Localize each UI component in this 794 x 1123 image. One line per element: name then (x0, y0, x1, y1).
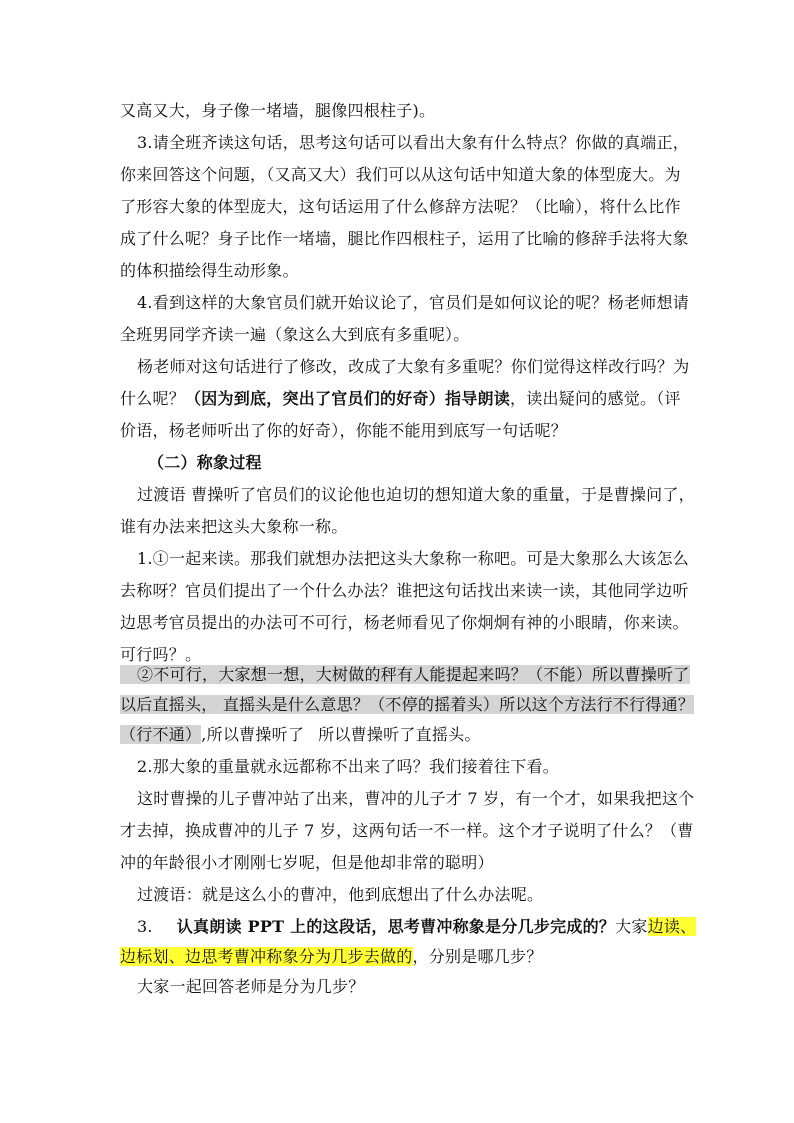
paragraph-line: 成了什么呢？身子比作一堵墙，腿比作四根柱子，运用了比喻的修辞手法将大象 (120, 229, 689, 248)
section-heading: （二）称象过程 (148, 453, 262, 472)
highlighted-text: 边读、 (647, 917, 697, 936)
paragraph-line: 价语，杨老师听出了你的好奇），你能不能用到底写一句话呢？ (120, 421, 568, 440)
paragraph-line: 去称呀？官员们提出了一个什么办法？谁把这句话找出来读一读，其他同学边听 (120, 581, 689, 600)
paragraph-line (120, 690, 700, 720)
paragraph-line: 1.①一起来读。那我们就想办法把这头大象称一称吧。可是大象那么大该怎么 (137, 549, 690, 568)
paragraph-line: 3.请全班齐读这句话，思考这句话可以看出大象有什么特点？你做的真端正， (137, 133, 690, 152)
list-number: 3. (137, 917, 153, 936)
paragraph-line: 你来回答这个问题，（又高又大）我们可以从这句话中知道大象的体型庞大。为 (120, 165, 681, 184)
paragraph-line: 才去掉，换成曹冲的儿子 7 岁，这两句话一不一样。这个才子说明了什么？（曹 (120, 821, 694, 840)
paragraph-line: 又高又大，身子像一堵墙，腿像四根柱子)。 (120, 101, 436, 120)
bold-text: （因为到底，突出了官员们的好奇）指导朗读 (185, 389, 511, 408)
paragraph-line: 2.那大象的重量就永远都称不出来了吗？我们接着往下看。 (137, 757, 560, 776)
paragraph-line (120, 942, 700, 972)
paragraph-line: 的体积描绘得生动形象。 (120, 261, 299, 280)
highlighted-text: 以后直摇头， 直摇头是什么意思？（不停的摇着头）所以这个方法行不行得通？ (120, 695, 695, 714)
highlighted-text: ②不可行，大家想一想，大树做的秤有人能提起来吗？（不能）所以曹操听了 (120, 665, 690, 684)
paragraph-line: 可行吗？。 (120, 645, 202, 664)
paragraph-line (137, 912, 700, 942)
paragraph-line: 冲的年龄很小才刚刚七岁呢，但是他却非常的聪明） (120, 853, 494, 872)
paragraph-line: 全班男同学齐读一遍（象这么大到底有多重呢）。 (120, 325, 470, 344)
paragraph-line: 杨老师对这句话进行了修改，改成了大象有多重呢？你们觉得这样改行吗？为 (137, 357, 690, 376)
text-run: 什么呢？ (120, 389, 186, 408)
text-run: 所以曹操听了直摇头。 (318, 725, 481, 744)
text-run: ,所以曹操听了 (201, 725, 305, 744)
paragraph-line: 这时曹操的儿子曹冲站了出来，曹冲的儿子才 7 岁，有一个才，如果我把这个 (137, 789, 695, 808)
highlighted-text: 边标划、边思考曹冲称象分为几步去做的 (120, 947, 413, 966)
paragraph-line: 谁有办法来把这头大象称一称。 (120, 517, 348, 536)
paragraph-line: 过渡语 曹操听了官员们的议论他也迫切的想知道大象的重量，于是曹操问了， (137, 485, 695, 504)
paragraph-line: 过渡语：就是这么小的曹冲，他到底想出了什么办法呢。 (137, 885, 544, 904)
paragraph-line (120, 660, 700, 690)
text-run: ，读出疑问的感觉。（评 (510, 389, 681, 408)
paragraph-line (120, 720, 700, 750)
text-run: 大家 (615, 917, 648, 936)
paragraph-line (120, 384, 700, 414)
paragraph-line: 边思考官员提出的办法可不可行，杨老师看见了你炯炯有神的小眼睛，你来读。 (120, 613, 689, 632)
bold-text: 认真朗读 PPT 上的这段话，思考曹冲称象是分几步完成的？ (176, 917, 616, 936)
paragraph-line: 4.看到这样的大象官员们就开始议论了，官员们是如何议论的呢？杨老师想请 (137, 293, 690, 312)
text-run: ，分别是哪几步？ (412, 947, 543, 966)
paragraph-line: 了形容大象的体型庞大，这句话运用了什么修辞方法呢？（比喻），将什么比作 (120, 197, 681, 216)
highlighted-text: （行不通） (120, 725, 202, 744)
paragraph-line: 大家一起回答老师是分为几步？ (137, 977, 365, 996)
